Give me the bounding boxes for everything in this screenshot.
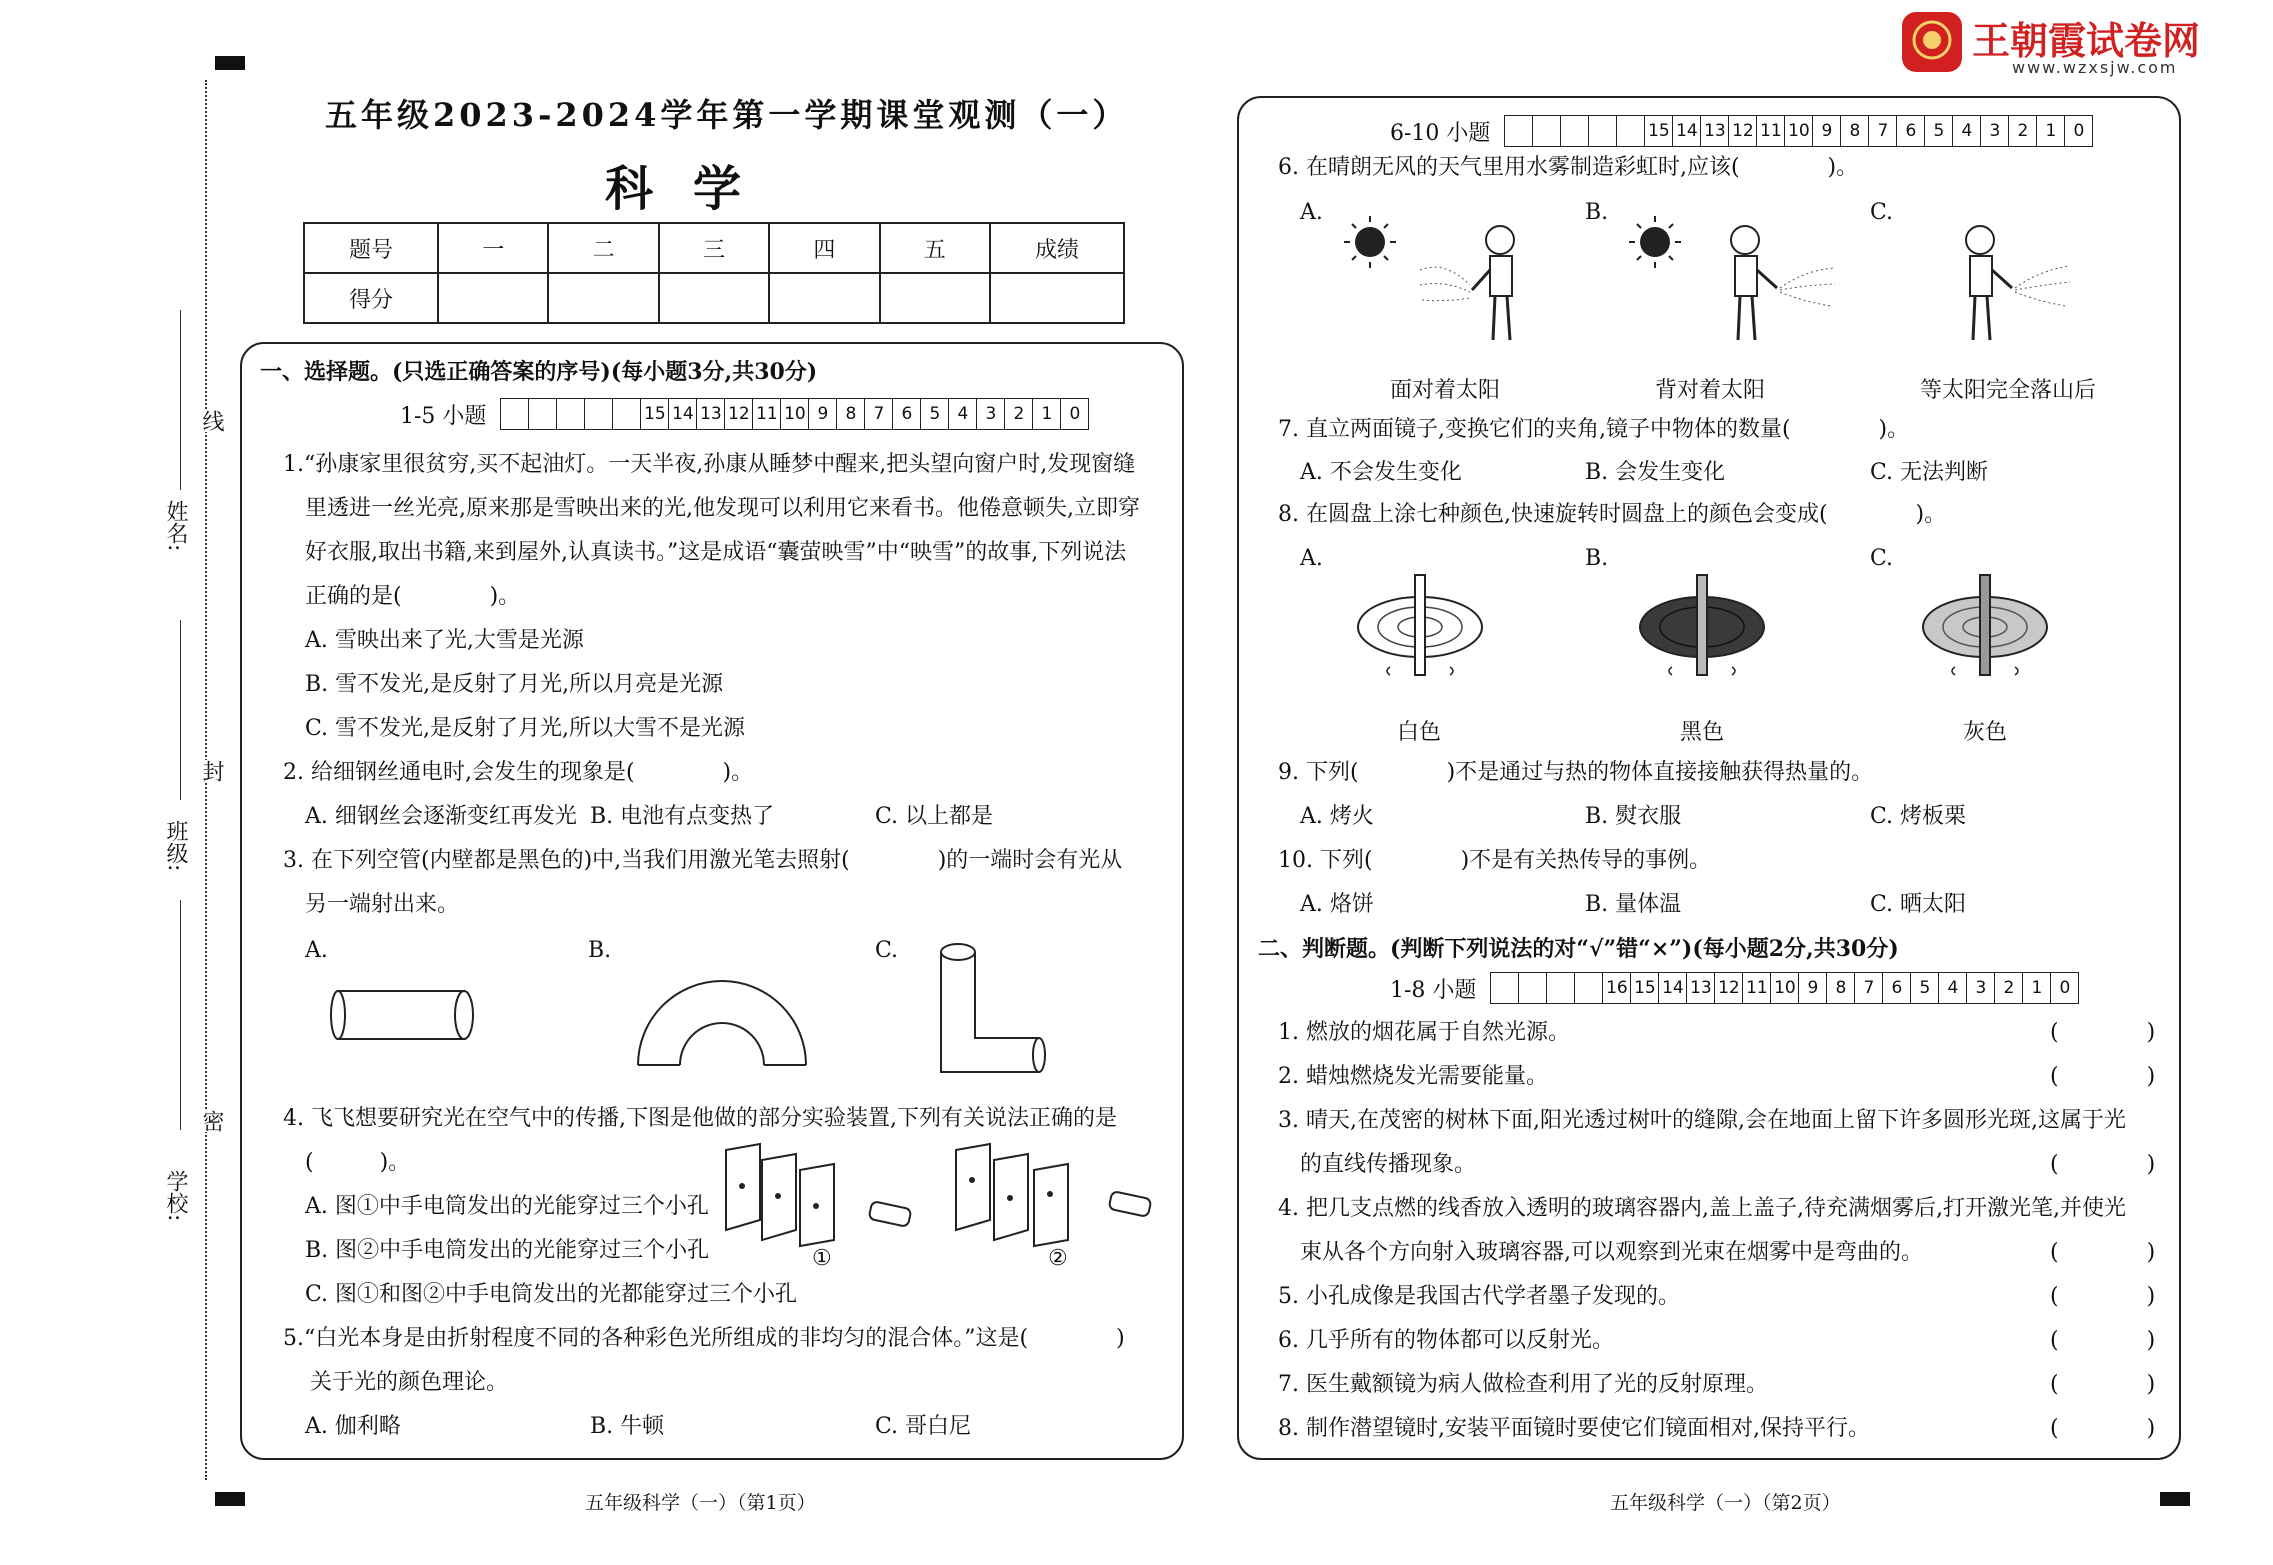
q8-option-c[interactable]: C. <box>1870 546 1894 571</box>
q3-line1: 3. 在下列空管(内壁都是黑色的)中,当我们用激光笔去照射( )的一端时会有光从 <box>283 848 1123 873</box>
q3-option-b[interactable]: B. <box>588 938 612 963</box>
score-row-label: 得分 <box>304 273 438 323</box>
score-cell[interactable]: 15 <box>640 398 668 430</box>
figure-1-label: ① <box>812 1246 832 1271</box>
q5-option-a[interactable]: A. 伽利略 <box>305 1414 401 1439</box>
score-cell[interactable]: 15 <box>1644 115 1672 147</box>
q8-caption-a: 白色 <box>1397 720 1442 745</box>
score-cell[interactable]: 6 <box>1896 115 1924 147</box>
q2-option-a[interactable]: A. 细钢丝会逐渐变红再发光 <box>305 804 577 829</box>
score-cell[interactable]: 2 <box>2008 115 2036 147</box>
score-cell[interactable]: 12 <box>1714 972 1742 1004</box>
score-cell[interactable]: 9 <box>808 398 836 430</box>
q6-caption-a: 面对着太阳 <box>1390 378 1501 403</box>
q7-option-b[interactable]: B. 会发生变化 <box>1585 460 1726 485</box>
score-cell[interactable] <box>1560 115 1588 147</box>
score-bar-1-8 <box>1390 972 2079 1004</box>
q5-line1: 5.“白光本身是由折射程度不同的各种彩色光所组成的非均匀的混合体。”这是( ) <box>283 1326 1125 1351</box>
score-cell[interactable] <box>528 398 556 430</box>
q4-option-c[interactable]: C. 图①和图②中手电筒发出的光都能穿过三个小孔 <box>305 1282 798 1307</box>
registration-mark <box>215 1492 245 1506</box>
q6-stem: 6. 在晴朗无风的天气里用水雾制造彩虹时,应该( )。 <box>1278 155 1859 180</box>
score-cell[interactable]: 11 <box>1756 115 1784 147</box>
score-cell[interactable]: 3 <box>1966 972 1994 1004</box>
answer-paren[interactable]: ( ) <box>2050 1240 2156 1265</box>
score-header-cell: 题号 <box>304 223 438 273</box>
boy-after-sunset-figure <box>1940 210 2100 360</box>
score-cell[interactable] <box>1574 972 1602 1004</box>
score-cell[interactable]: 7 <box>1854 972 1882 1004</box>
q4-line2: ( )。 <box>305 1150 411 1175</box>
score-cell[interactable]: 10 <box>780 398 808 430</box>
q3-option-c[interactable]: C. <box>875 938 899 963</box>
logo-name: 王朝霞试卷网 <box>1972 19 2201 63</box>
score-cell[interactable] <box>612 398 640 430</box>
q3-option-a[interactable]: A. <box>305 938 328 963</box>
judge-item-3: 3. 晴天,在茂密的树林下面,阳光透过树叶的缝隙,会在地面上留下许多圆形光斑,这属于光 <box>1278 1108 2126 1133</box>
q5-line2: 关于光的颜色理论。 <box>310 1370 509 1395</box>
q9-stem: 9. 下列( )不是通过与热的物体直接接触获得热量的。 <box>1278 760 1874 785</box>
q1-line1: 1.“孙康家里很贫穷,买不起油灯。一天半夜,孙康从睡梦中醒来,把头望向窗户时,发现窗缝 <box>283 452 1136 477</box>
answer-paren[interactable]: ( ) <box>2050 1020 2156 1045</box>
q6-option-a[interactable]: A. <box>1300 200 1323 225</box>
q4-line1: 4. 飞飞想要研究光在空气中的传播,下图是他做的部分实验装置,下列有关说法正确的是 <box>283 1106 1117 1131</box>
score-header-cell: 成绩 <box>990 223 1124 273</box>
q1-option-b[interactable]: B. 雪不发光,是反射了月光,所以月亮是光源 <box>305 672 724 697</box>
score-cell[interactable]: 9 <box>1812 115 1840 147</box>
score-cell[interactable]: 4 <box>1952 115 1980 147</box>
q8-option-a[interactable]: A. <box>1300 546 1323 571</box>
boy-facing-sun-figure <box>1340 210 1540 360</box>
section1-heading: 一、选择题。(只选正确答案的序号)(每小题3分,共30分) <box>260 359 818 385</box>
q5-option-c[interactable]: C. 哥白尼 <box>875 1414 972 1439</box>
score-bar-1-5 <box>400 398 1089 430</box>
score-cell[interactable] <box>769 273 879 323</box>
exam-title: 五年级2023-2024学年第一学期课堂观测（一） <box>325 96 1129 134</box>
score-cell[interactable] <box>438 273 548 323</box>
score-cell[interactable]: 5 <box>1910 972 1938 1004</box>
score-cell[interactable]: 0 <box>2050 972 2079 1004</box>
seal-feng: 封 <box>196 760 227 782</box>
q9-option-c[interactable]: C. 烤板栗 <box>1870 804 1967 829</box>
q2-option-c[interactable]: C. 以上都是 <box>875 804 994 829</box>
score-cell[interactable]: 11 <box>1742 972 1770 1004</box>
spinning-disk-black-figure <box>1632 565 1772 695</box>
section2-heading: 二、判断题。(判断下列说法的对“√”错“×”)(每小题2分,共30分) <box>1258 936 1899 962</box>
score-cell[interactable]: 12 <box>1728 115 1756 147</box>
score-cell[interactable]: 6 <box>892 398 920 430</box>
pinhole-experiment-2-figure <box>950 1140 1160 1250</box>
judge-item-6: 6. 几乎所有的物体都可以反射光。 <box>1278 1328 1614 1353</box>
score-cells[interactable] <box>500 398 1089 430</box>
score-cell[interactable] <box>659 273 769 323</box>
score-cell[interactable]: 3 <box>976 398 1004 430</box>
answer-paren[interactable]: ( ) <box>2050 1416 2156 1441</box>
boy-back-to-sun-figure <box>1625 210 1845 360</box>
score-cell[interactable]: 7 <box>1868 115 1896 147</box>
side-name-line <box>180 310 181 490</box>
score-bar-label: 6-10 小题 <box>1390 120 1491 146</box>
judge-item-2: 2. 蜡烛燃烧发光需要能量。 <box>1278 1064 1548 1089</box>
judge-item-4-cont: 束从各个方向射入玻璃容器,可以观察到光束在烟雾中是弯曲的。 <box>1300 1240 1923 1265</box>
q10-option-b[interactable]: B. 量体温 <box>1585 892 1682 917</box>
q10-stem: 10. 下列( )不是有关热传导的事例。 <box>1278 848 1712 873</box>
score-cell[interactable]: 1 <box>2036 115 2064 147</box>
judge-item-4: 4. 把几支点燃的线香放入透明的玻璃容器内,盖上盖子,待充满烟雾后,打开激光笔,并使光 <box>1278 1196 2126 1221</box>
score-cells[interactable] <box>1504 115 2093 147</box>
score-cell[interactable]: 5 <box>920 398 948 430</box>
subject-title: 科学 <box>605 161 782 217</box>
score-header-cell: 一 <box>438 223 548 273</box>
score-cell[interactable] <box>500 398 528 430</box>
score-cell[interactable]: 2 <box>1994 972 2022 1004</box>
q1-line4: 正确的是( )。 <box>305 584 521 609</box>
answer-paren[interactable]: ( ) <box>2050 1152 2156 1177</box>
score-cell[interactable]: 13 <box>696 398 724 430</box>
score-cell[interactable]: 8 <box>1840 115 1868 147</box>
score-cell[interactable]: 1 <box>1032 398 1060 430</box>
answer-paren[interactable]: ( ) <box>2050 1064 2156 1089</box>
page-2-footer: 五年级科学（一）（第2页） <box>1610 1492 1841 1514</box>
score-table <box>303 222 1125 324</box>
score-cell[interactable] <box>1504 115 1532 147</box>
q8-option-b[interactable]: B. <box>1585 546 1609 571</box>
score-cell[interactable]: 3 <box>1980 115 2008 147</box>
score-bar-6-10 <box>1390 115 2093 147</box>
answer-paren[interactable]: ( ) <box>2050 1284 2156 1309</box>
side-school-label: 学校: <box>163 1170 188 1222</box>
score-cell[interactable] <box>556 398 584 430</box>
pinhole-experiment-1-figure <box>720 1140 920 1250</box>
score-bar-label: 1-5 小题 <box>400 403 487 429</box>
score-cell[interactable]: 6 <box>1882 972 1910 1004</box>
q9-option-a[interactable]: A. 烤火 <box>1300 804 1374 829</box>
score-cell[interactable]: 12 <box>724 398 752 430</box>
score-cell[interactable]: 13 <box>1700 115 1728 147</box>
spinning-disk-white-figure <box>1350 565 1490 695</box>
site-logo[interactable] <box>1900 10 2220 80</box>
score-cell[interactable]: 0 <box>1060 398 1089 430</box>
side-name-label: 姓名: <box>163 500 188 552</box>
side-class-label: 班级: <box>163 820 188 872</box>
score-cell[interactable]: 9 <box>1798 972 1826 1004</box>
score-header-cell: 五 <box>880 223 990 273</box>
score-cell[interactable] <box>1490 972 1518 1004</box>
straight-tube-figure <box>330 985 480 1045</box>
score-cell[interactable]: 14 <box>668 398 696 430</box>
score-table-row <box>304 273 1124 323</box>
q2-option-b[interactable]: B. 电池有点变热了 <box>590 804 775 829</box>
score-header-cell: 二 <box>548 223 658 273</box>
judge-item-3-cont: 的直线传播现象。 <box>1300 1152 1477 1177</box>
q7-option-a[interactable]: A. 不会发生变化 <box>1300 460 1462 485</box>
score-cell[interactable]: 4 <box>948 398 976 430</box>
q1-option-c[interactable]: C. 雪不发光,是反射了月光,所以大雪不是光源 <box>305 716 746 741</box>
q7-option-c[interactable]: C. 无法判断 <box>1870 460 1989 485</box>
score-cell[interactable]: 1 <box>2022 972 2050 1004</box>
side-class-line <box>180 620 181 800</box>
q8-caption-c: 灰色 <box>1963 720 2008 745</box>
q6-caption-b: 背对着太阳 <box>1655 378 1766 403</box>
figure-2-label: ② <box>1048 1246 1068 1271</box>
logo-emblem-icon <box>1900 10 1964 74</box>
q8-caption-b: 黑色 <box>1680 720 1725 745</box>
q2-stem: 2. 给细钢丝通电时,会发生的现象是( )。 <box>283 760 754 785</box>
registration-mark <box>215 56 245 70</box>
score-cell[interactable]: 16 <box>1602 972 1630 1004</box>
q5-option-b[interactable]: B. 牛顿 <box>590 1414 665 1439</box>
score-cell[interactable] <box>584 398 612 430</box>
score-cell[interactable]: 2 <box>1004 398 1032 430</box>
score-cell[interactable]: 15 <box>1630 972 1658 1004</box>
score-cell[interactable] <box>880 273 990 323</box>
judge-item-5: 5. 小孔成像是我国古代学者墨子发现的。 <box>1278 1284 1680 1309</box>
q6-option-b[interactable]: B. <box>1585 200 1609 225</box>
score-cell[interactable]: 0 <box>2064 115 2093 147</box>
score-cell[interactable]: 5 <box>1924 115 1952 147</box>
spinning-disk-gray-figure <box>1915 565 2055 695</box>
score-bar-label: 1-8 小题 <box>1390 977 1477 1003</box>
score-cell[interactable]: 8 <box>836 398 864 430</box>
score-table-header-row <box>304 223 1124 273</box>
score-cell[interactable]: 4 <box>1938 972 1966 1004</box>
score-cell[interactable]: 10 <box>1784 115 1812 147</box>
logo-url: www.wzxsjw.com <box>2012 58 2178 77</box>
score-cell[interactable]: 11 <box>752 398 780 430</box>
seal-xian: 线 <box>196 410 227 432</box>
q4-option-a[interactable]: A. 图①中手电筒发出的光能穿过三个小孔 <box>305 1194 709 1219</box>
answer-paren[interactable]: ( ) <box>2050 1372 2156 1397</box>
score-cell[interactable] <box>1616 115 1644 147</box>
q10-option-a[interactable]: A. 烙饼 <box>1300 892 1374 917</box>
l-shaped-tube-figure <box>935 940 1055 1080</box>
score-cell[interactable]: 13 <box>1686 972 1714 1004</box>
score-cell[interactable]: 10 <box>1770 972 1798 1004</box>
judge-item-7: 7. 医生戴额镜为病人做检查利用了光的反射原理。 <box>1278 1372 1768 1397</box>
score-cell[interactable] <box>1546 972 1574 1004</box>
score-cell[interactable]: 7 <box>864 398 892 430</box>
q6-caption-c: 等太阳完全落山后 <box>1920 378 2097 403</box>
registration-mark <box>2160 1492 2190 1506</box>
q6-option-c[interactable]: C. <box>1870 200 1894 225</box>
score-cell[interactable] <box>1532 115 1560 147</box>
score-cell[interactable]: 14 <box>1672 115 1700 147</box>
judge-item-1: 1. 燃放的烟花属于自然光源。 <box>1278 1020 1570 1045</box>
q9-option-b[interactable]: B. 熨衣服 <box>1585 804 1682 829</box>
arched-tube-figure <box>632 960 812 1070</box>
side-school-line <box>180 900 181 1130</box>
page-1-footer: 五年级科学（一）（第1页） <box>585 1492 816 1514</box>
score-cell[interactable] <box>1518 972 1546 1004</box>
q1-option-a[interactable]: A. 雪映出来了光,大雪是光源 <box>305 628 584 653</box>
q3-line2: 另一端射出来。 <box>305 892 460 917</box>
judge-item-8: 8. 制作潜望镜时,安装平面镜时要使它们镜面相对,保持平行。 <box>1278 1416 1870 1441</box>
score-header-cell: 三 <box>659 223 769 273</box>
q1-line2: 里透进一丝光亮,原来那是雪映出来的光,他发现可以利用它来看书。他倦意顿失,立即穿 <box>305 496 1140 521</box>
answer-paren[interactable]: ( ) <box>2050 1328 2156 1353</box>
score-cells[interactable] <box>1490 972 2079 1004</box>
seal-mi: 密 <box>196 1110 227 1132</box>
q10-option-c[interactable]: C. 晒太阳 <box>1870 892 1967 917</box>
q1-line3: 好衣服,取出书籍,来到屋外,认真读书。”这是成语“囊萤映雪”中“映雪”的故事,下列说法 <box>305 540 1127 565</box>
score-cell[interactable] <box>1588 115 1616 147</box>
score-header-cell: 四 <box>769 223 879 273</box>
q8-stem: 8. 在圆盘上涂七种颜色,快速旋转时圆盘上的颜色会变成( )。 <box>1278 502 1947 527</box>
score-cell[interactable]: 14 <box>1658 972 1686 1004</box>
score-cell[interactable] <box>990 273 1124 323</box>
q4-option-b[interactable]: B. 图②中手电筒发出的光能穿过三个小孔 <box>305 1238 710 1263</box>
q7-stem: 7. 直立两面镜子,变换它们的夹角,镜子中物体的数量( )。 <box>1278 417 1910 442</box>
score-cell[interactable]: 8 <box>1826 972 1854 1004</box>
score-cell[interactable] <box>548 273 658 323</box>
